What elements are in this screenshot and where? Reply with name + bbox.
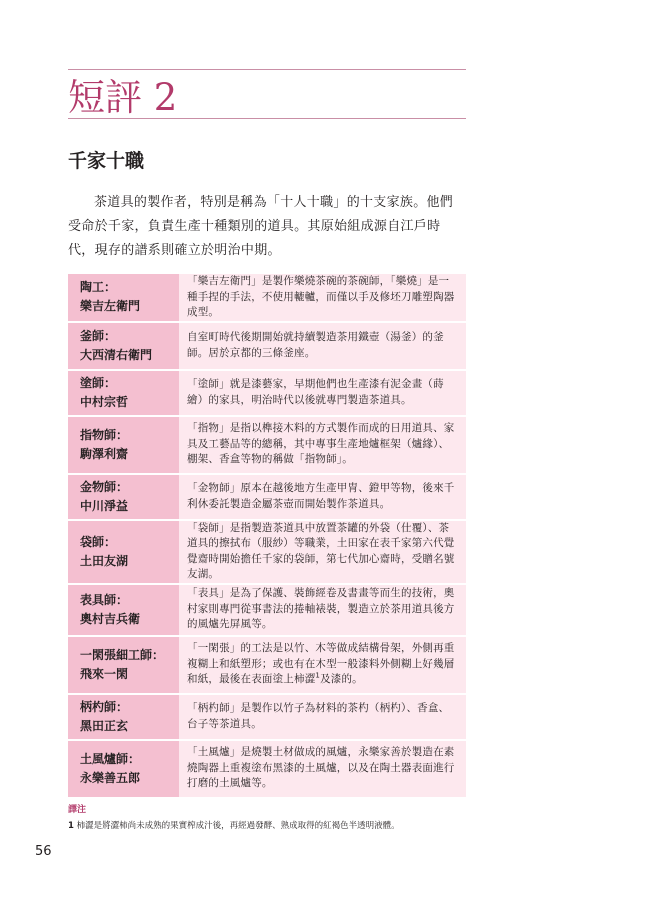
role-name: 土田友湖 (80, 553, 129, 568)
subtitle: 千家十職 (68, 150, 145, 172)
role-name: 駒澤利齋 (80, 446, 129, 461)
role-name: 中川淨益 (80, 498, 129, 513)
role-cell (68, 416, 179, 474)
description-cell: 「金物師」原本在越後地方生產甲冑、鐙甲等物，後來千利休委託製造金屬茶壺而開始製作茶道具。 (179, 474, 466, 520)
description-cell: 「柄杓師」是製作以竹子為材料的茶杓（柄杓）、香盒、台子等茶道具。 (179, 694, 466, 740)
role-cell (68, 694, 179, 740)
role-name: 大西清右衛門 (80, 347, 153, 362)
role-title: 釜師： (80, 328, 117, 343)
role-title: 袋師： (80, 534, 117, 549)
role-cell (68, 474, 179, 520)
role-title: 指物師： (80, 427, 129, 442)
role-name: 飛來一閑 (80, 666, 129, 681)
role-title: 金物師： (80, 479, 129, 494)
footnote-number: 1 (68, 821, 74, 831)
table-row (68, 274, 466, 322)
craft-table (68, 274, 466, 799)
description-cell: 「土風爐」是燒製土材做成的風爐，永樂家善於製造在素燒陶器上重複塗布黑漆的土風爐，以及在陶土器表面進行打磨的土風爐等。 (179, 740, 466, 798)
description-cell: 自室町時代後期開始就持續製造茶用鐵壺（湯釜）的釜師。居於京都的三條釜座。 (179, 322, 466, 370)
role-title: 表具師： (80, 592, 129, 607)
role-cell (68, 636, 179, 694)
table-row (68, 322, 466, 370)
description-text: 「一閑張」的工法是以竹、木等做成結構骨架，外側再重複糊上和紙塑形；或也有在木型一般漆料外側糊上好幾層和紙，最後在表面塗上柿澀 (187, 642, 455, 686)
role-name: 中村宗哲 (80, 394, 129, 409)
header-rule-bottom (68, 118, 466, 119)
header-rule-top (68, 69, 466, 70)
description-text: 及漆的。 (320, 673, 363, 686)
role-title: 柄杓師： (80, 699, 129, 714)
role-cell (68, 520, 179, 584)
role-title: 陶工： (80, 280, 117, 295)
role-cell (68, 740, 179, 798)
description-cell: 「指物」是指以榫接木料的方式製作而成的日用道具、家具及工藝品等的總稱，其中專事生產地爐框架（爐緣）、棚架、香盒等物的稱做「指物師」。 (179, 416, 466, 474)
intro-paragraph: 茶道具的製作者，特別是稱為「十人十職」的十支家族。他們受命於千家，負責生產十種類別的道具。其原始組成源自江戶時代，現存的譜系則確立於明治中期。 (68, 195, 454, 258)
section-title: 短評 2 (68, 76, 178, 119)
description-cell: 「表具」是為了保護、裝飾經卷及書畫等而生的技術，奧村家則專門從事書法的捲軸裱裝，製造立於茶用道具後方的風爐先屏風等。 (179, 584, 466, 636)
table-row (68, 636, 466, 694)
role-name: 永樂善五郎 (80, 770, 141, 785)
footnote-text: 柿澀是將澀柿尚未成熟的果實榨成汁後，再經過發酵、熟成取得的紅褐色半透明液體。 (76, 821, 400, 831)
role-cell (68, 584, 179, 636)
table-row (68, 520, 466, 584)
role-cell (68, 274, 179, 322)
description-cell: 「塗師」就是漆藝家，早期他們也生產漆有泥金畫（蒔繪）的家具，明治時代以後就專門製造茶道具。 (179, 370, 466, 416)
role-title: 土風爐師： (80, 751, 141, 766)
role-cell (68, 370, 179, 416)
role-title: 一閑張細工師： (80, 647, 165, 662)
role-cell (68, 322, 179, 370)
page-number: 56 (35, 844, 52, 859)
role-name: 樂吉左衛門 (80, 299, 141, 314)
role-title: 塗師： (80, 375, 117, 390)
table-row (68, 694, 466, 740)
table-row (68, 474, 466, 520)
table-row (68, 416, 466, 474)
table-row (68, 740, 466, 798)
role-name: 黑田正玄 (80, 718, 129, 733)
role-name: 奧村吉兵衛 (80, 611, 141, 626)
footnote-marker: 1 (315, 671, 321, 680)
table-row (68, 370, 466, 416)
description-cell: 「袋師」是指製造茶道具中放置茶罐的外袋（仕覆）、茶道具的擦拭布（服紗）等職業，土田家在表千家第六代覺覺齋時開始擔任千家的袋師，第七代加心齋時，受贈名號友湖。 (179, 520, 466, 584)
translator-note (68, 820, 400, 832)
table-row (68, 584, 466, 636)
description-cell (179, 636, 466, 694)
description-cell: 「樂吉左衛門」是製作樂燒茶碗的茶碗師，「樂燒」是一種手捏的手法，不使用轆轤，而僅以手及修坯刀雕塑陶器成型。 (179, 274, 466, 322)
translator-note-heading: 譯注 (68, 805, 87, 815)
